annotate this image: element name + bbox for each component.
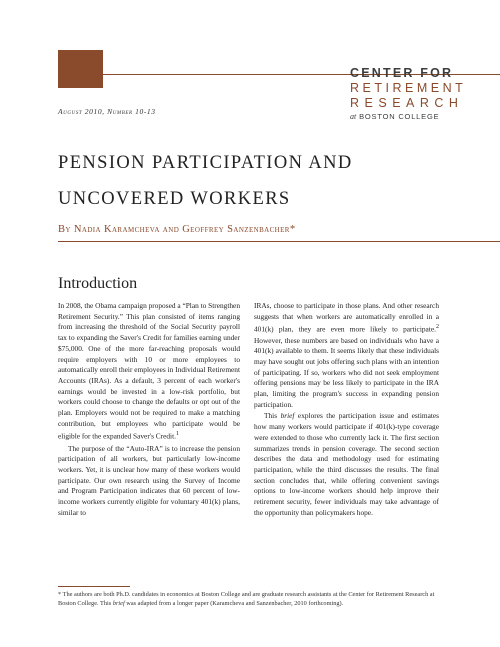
logo-boston-college: BOSTON COLLEGE bbox=[359, 112, 440, 121]
author-footnote bbox=[58, 590, 443, 608]
logo-line-center-for: CENTER FOR bbox=[350, 66, 454, 80]
section-heading-introduction: Introduction bbox=[58, 275, 138, 292]
brand-color-block bbox=[58, 50, 103, 88]
footnote-part-1: * The authors are both Ph.D. candidates in economics at Boston College and are graduate research assistants at the Center for Retirement Research at Boston College. This bbox=[58, 591, 435, 607]
intro-paragraph-3-rest: However, these numbers are based on individuals who have a 401(k) available to them. It seems likely that these individuals may have sought out jobs offering such plans with an intention of participating. If so, workers who did not seek employment offering pensions may be less likely to participate in the IRA plan, limiting the program's success in expanding pension participation. bbox=[254, 335, 439, 409]
intro-paragraph-3 bbox=[254, 301, 439, 410]
footnote-rule bbox=[58, 586, 130, 587]
intro-paragraph-2: The purpose of the “Auto-IRA” is to increase the pension participation of all workers, but particularly low-income workers. Yet, it is unclear how many of these workers would participate. Our own research using the Survey of Income and Program Participation indicates that 60 percent of low-income workers currently eligible for voluntary 401(k) plans, similar to bbox=[58, 443, 240, 517]
title-rule bbox=[58, 241, 500, 242]
crr-logo bbox=[350, 66, 490, 122]
text-column-left bbox=[58, 301, 240, 519]
intro-paragraph-3-text: IRAs, choose to participate in those plans. And other research suggests that when workers are automatically enrolled in a 401(k) plan, they are even more likely to participate. bbox=[254, 301, 439, 334]
intro-paragraph-4-rest: explores the participation issue and estimates how many workers would participate if 401(k)-type coverage were extended to those who currently lack it. The first section summarizes trends in pension coverage. The second section describes the data and methodology used for estimating participation, while the third discusses the results. The final section concludes that, while offering convenient savings options to low-income workers should help improve their retirement security, fewer individuals may take advantage of the opportunity than policymakers hope. bbox=[254, 411, 439, 517]
footnote-part-2: was adapted from a longer paper (Karamcheva and Sanzenbacher, 2010 forthcoming). bbox=[124, 600, 344, 607]
intro-paragraph-1 bbox=[58, 301, 240, 443]
logo-line-research: RESEARCH bbox=[350, 96, 464, 110]
authors-line: By Nadia Karamcheva and Geoffrey Sanzenbacher* bbox=[58, 224, 296, 235]
footnote-em: brief bbox=[112, 600, 125, 607]
text-column-right bbox=[254, 301, 439, 519]
footnote-ref-1: 1 bbox=[175, 431, 180, 438]
footnote-ref-2: 2 bbox=[435, 324, 439, 331]
logo-at: at bbox=[350, 112, 357, 121]
intro-paragraph-4 bbox=[254, 411, 439, 518]
logo-line-boston-college bbox=[350, 111, 490, 122]
brief-title: PENSION PARTICIPATION AND UNCOVERED WORKERS bbox=[58, 153, 353, 209]
intro-paragraph-4-em: brief bbox=[280, 411, 295, 421]
intro-paragraph-1-text: In 2008, the Obama campaign proposed a “Plan to Strengthen Retirement Security.” This plan consisted of items ranging from increasing the threshold of the Social Security payroll tax to expanding the Saver's Credit for families earning under $75,000. One of the more far-reaching proposals would require employers with 10 or more employees to automatically enroll their employees in Individual Retirement Accounts (IRAs). As a default, 3 percent of each worker's earnings would be invested in a low-risk portfolio, but workers could choose to change the defaults or opt out of the plan. Employers would not be required to make a matching contribution, but employees who participate would be eligible for the expanded Saver's Credit. bbox=[58, 301, 240, 441]
intro-paragraph-4-start: This bbox=[264, 411, 281, 421]
issue-date: August 2010, Number 10-13 bbox=[58, 107, 156, 116]
logo-line-retirement: RETIREMENT bbox=[350, 81, 467, 95]
